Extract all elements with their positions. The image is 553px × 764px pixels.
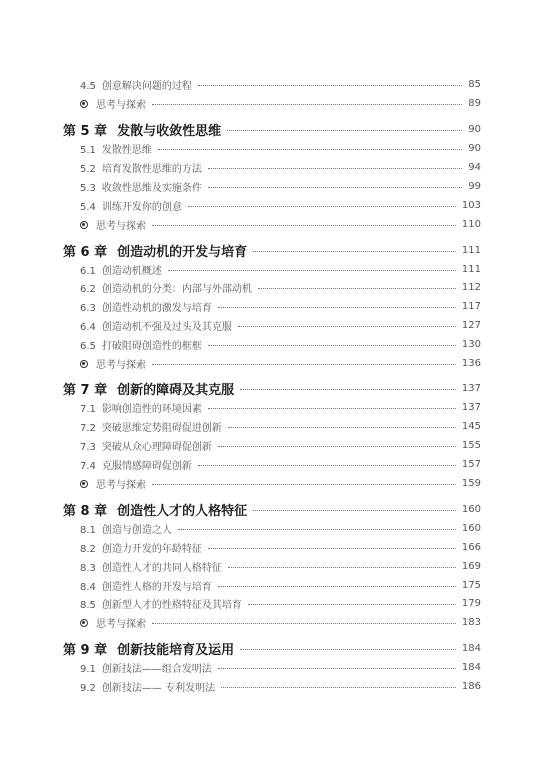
dot-leader	[198, 85, 462, 86]
dot-leader	[253, 251, 456, 252]
dot-leader	[238, 326, 456, 327]
section-label: 5.3 收敛性思维及实施条件	[80, 182, 202, 194]
toc-section-row[interactable]	[80, 677, 481, 695]
toc-section-row[interactable]	[80, 139, 481, 157]
dot-leader	[152, 484, 456, 485]
page-number: 112	[461, 281, 481, 293]
section-label: 思考与探索	[80, 356, 146, 371]
toc-section-row[interactable]	[80, 335, 481, 353]
page-number: 184	[461, 642, 481, 654]
toc-section-row[interactable]	[80, 576, 481, 594]
page-number: 90	[468, 142, 481, 154]
section-label: 5.2 培育发散性思维的方法	[80, 163, 202, 175]
dot-leader	[208, 187, 462, 188]
page-number: 157	[461, 458, 481, 470]
chapter-label: 第 9 章 创新技能培育及运用	[63, 642, 235, 658]
bullet-icon	[80, 480, 88, 488]
section-label: 7.1 影响创造性的环境因素	[80, 403, 202, 415]
page-number: 184	[461, 661, 481, 673]
dot-leader	[152, 623, 456, 624]
page-number: 160	[461, 522, 481, 534]
toc-section-row[interactable]	[80, 398, 481, 416]
section-label: 8.1 创造与创造之人	[80, 524, 172, 536]
toc-exercise-row[interactable]	[80, 354, 481, 372]
chapter-label: 第 8 章 创造性人才的人格特征	[63, 503, 248, 519]
toc-section-row[interactable]	[80, 594, 481, 612]
dot-leader	[152, 225, 456, 226]
section-label: 思考与探索	[80, 217, 146, 232]
dot-leader	[253, 510, 456, 511]
toc-section-row[interactable]	[80, 538, 481, 556]
dot-leader	[168, 270, 456, 271]
page-number: 111	[461, 244, 481, 256]
section-label: 6.5 打破阻碍创造性的框框	[80, 340, 202, 352]
dot-leader	[240, 389, 456, 390]
toc-section-row[interactable]	[80, 278, 481, 296]
toc-section-row[interactable]	[80, 417, 481, 435]
section-label: 思考与探索	[80, 96, 146, 111]
page-number: 110	[461, 218, 481, 230]
toc-chapter-row[interactable]	[63, 498, 481, 520]
toc-exercise-row[interactable]	[80, 94, 481, 112]
dot-leader	[218, 446, 456, 447]
dot-leader	[208, 548, 456, 549]
page-number: 89	[468, 97, 481, 109]
section-label: 8.3 创造性人才的共同人格特征	[80, 562, 222, 574]
page-number: 137	[461, 401, 481, 413]
dot-leader	[218, 668, 456, 669]
toc-section-row[interactable]	[80, 297, 481, 315]
toc-section-row[interactable]	[80, 316, 481, 334]
page-number: 117	[461, 300, 481, 312]
chapter-label: 第 5 章 发散与收敛性思维	[63, 123, 222, 139]
toc-chapter-row[interactable]	[63, 118, 481, 140]
page-number: 137	[461, 382, 481, 394]
page-number: 179	[461, 597, 481, 609]
page-number: 186	[461, 680, 481, 692]
page-number: 160	[461, 503, 481, 515]
page-number: 99	[468, 180, 481, 192]
section-label: 6.4 创造动机不强及过头及其克服	[80, 321, 232, 333]
page-number: 103	[461, 199, 481, 211]
dot-leader	[228, 567, 456, 568]
toc-section-row[interactable]	[80, 177, 481, 195]
page-number: 183	[461, 616, 481, 628]
page-number: 85	[468, 78, 481, 90]
dot-leader	[218, 307, 456, 308]
dot-leader	[152, 364, 456, 365]
page-number: 136	[461, 357, 481, 369]
page-number: 127	[461, 319, 481, 331]
toc-section-row[interactable]	[80, 519, 481, 537]
section-label: 8.4 创造性人格的开发与培育	[80, 581, 212, 593]
toc-section-row[interactable]	[80, 196, 481, 214]
dot-leader	[221, 687, 456, 688]
page-number: 155	[461, 439, 481, 451]
section-label: 4.5 创意解决问题的过程	[80, 80, 192, 92]
dot-leader	[248, 604, 456, 605]
dot-leader	[188, 206, 456, 207]
toc-chapter-row[interactable]	[63, 637, 481, 659]
page-number: 111	[461, 263, 481, 275]
dot-leader	[208, 408, 456, 409]
dot-leader	[208, 345, 456, 346]
toc-chapter-row[interactable]	[63, 377, 481, 399]
section-label: 9.1 创新技法——组合发明法	[80, 663, 212, 675]
toc-section-row[interactable]	[80, 158, 481, 176]
dot-leader	[178, 529, 456, 530]
dot-leader	[198, 465, 456, 466]
dot-leader	[228, 427, 456, 428]
section-label: 6.2 创造动机的分类：内部与外部动机	[80, 283, 252, 295]
page-number: 90	[468, 123, 481, 135]
dot-leader	[152, 104, 462, 105]
toc-section-row[interactable]	[80, 455, 481, 473]
page-number: 166	[461, 541, 481, 553]
section-label: 思考与探索	[80, 615, 146, 630]
toc-section-row[interactable]	[80, 75, 481, 93]
toc-exercise-row[interactable]	[80, 613, 481, 631]
section-label: 6.1 创造动机概述	[80, 265, 162, 277]
toc-section-row[interactable]	[80, 658, 481, 676]
section-label: 6.3 创造性动机的激发与培育	[80, 302, 212, 314]
toc-chapter-row[interactable]	[63, 239, 481, 261]
section-label: 7.3 突破从众心理障碍促创新	[80, 441, 212, 453]
chapter-label: 第 6 章 创造动机的开发与培育	[63, 244, 248, 260]
page-number: 175	[461, 579, 481, 591]
dot-leader	[240, 649, 456, 650]
section-label: 7.2 突破思维定势阻碍促进创新	[80, 422, 222, 434]
page-number: 94	[468, 161, 481, 173]
bullet-icon	[80, 100, 88, 108]
toc-section-row[interactable]	[80, 557, 481, 575]
toc-section-row[interactable]	[80, 436, 481, 454]
toc-section-row[interactable]	[80, 260, 481, 278]
toc-exercise-row[interactable]	[80, 215, 481, 233]
section-label: 7.4 克服情感障碍促创新	[80, 460, 192, 472]
page-number: 130	[461, 338, 481, 350]
page-number: 159	[461, 477, 481, 489]
dot-leader	[218, 586, 456, 587]
page-number: 169	[461, 560, 481, 572]
dot-leader	[208, 168, 462, 169]
section-label: 8.2 创造力开发的年龄特征	[80, 543, 202, 555]
toc-exercise-row[interactable]	[80, 474, 481, 492]
section-label: 9.2 创新技法—— 专利发明法	[80, 682, 216, 694]
section-label: 5.1 发散性思维	[80, 144, 152, 156]
bullet-icon	[80, 360, 88, 368]
section-label: 思考与探索	[80, 476, 146, 491]
dot-leader	[258, 288, 456, 289]
bullet-icon	[80, 619, 88, 627]
section-label: 5.4 训练开发你的创意	[80, 201, 182, 213]
section-label: 8.5 创新型人才的性格特征及其培育	[80, 599, 242, 611]
dot-leader	[227, 130, 462, 131]
page-number: 145	[461, 420, 481, 432]
dot-leader	[158, 149, 462, 150]
bullet-icon	[80, 221, 88, 229]
chapter-label: 第 7 章 创新的障碍及其克服	[63, 382, 235, 398]
